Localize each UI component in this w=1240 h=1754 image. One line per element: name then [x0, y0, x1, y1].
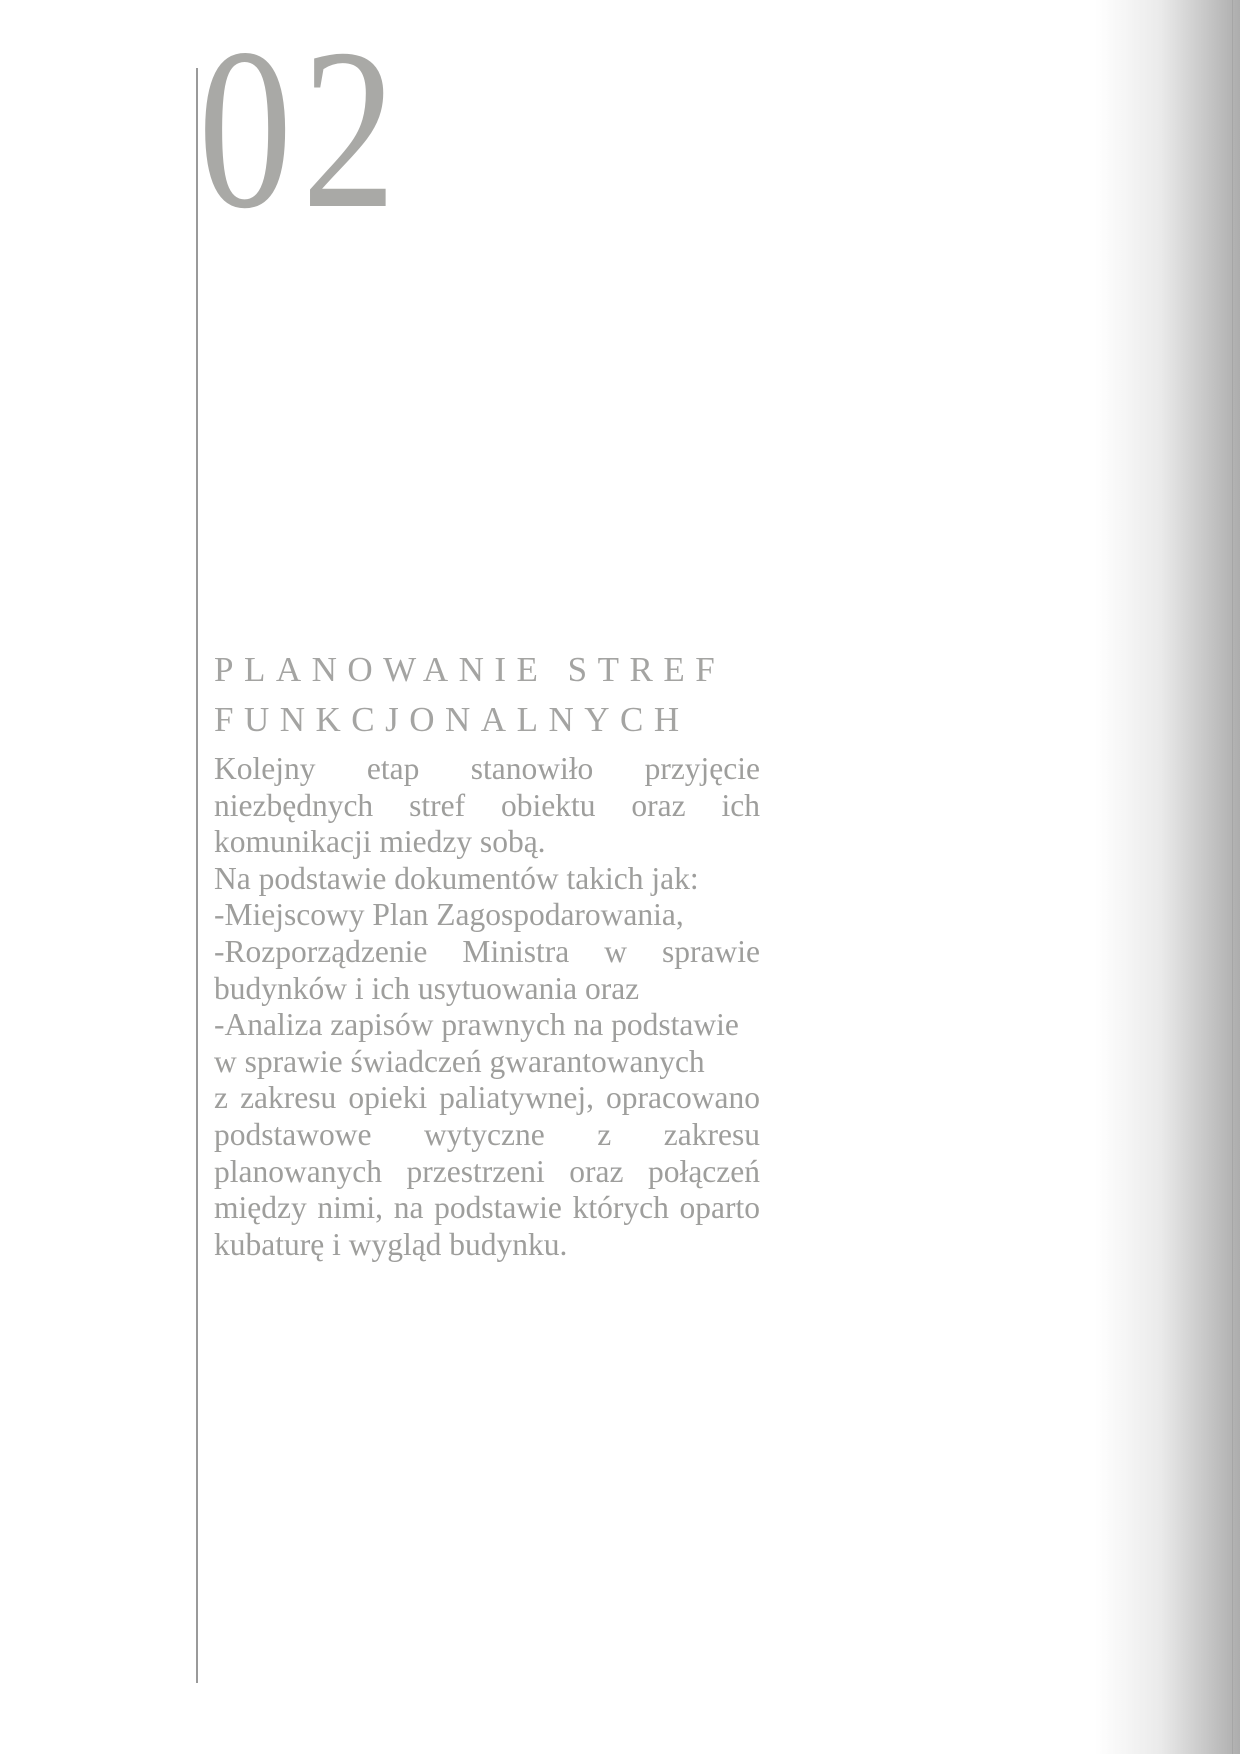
body-line: kubaturę i wygląd budynku.: [214, 1226, 568, 1262]
section-title-line-2: FUNKCJONALNYCH: [214, 700, 690, 739]
body-line: budynków i ich usytuowania oraz: [214, 970, 640, 1006]
body-paragraph: [214, 751, 760, 1263]
body-line: między nimi, na podstawie których oparto: [214, 1190, 760, 1226]
body-line: niezbędnych stref obiektu oraz ich: [214, 787, 760, 823]
chapter-number: 02: [198, 1, 406, 256]
page-edge-gradient: [1095, 0, 1240, 1754]
body-line: podstawowe wytyczne z zakresu: [214, 1116, 760, 1152]
body-line: z zakresu opieki paliatywnej, opracowano: [214, 1080, 760, 1116]
body-line: w sprawie świadczeń gwarantowanych: [214, 1043, 705, 1079]
left-vertical-rule: [196, 68, 198, 1683]
body-line: -Miejscowy Plan Zagospodarowania,: [214, 897, 684, 933]
section-title-line-1: PLANOWANIE STREF: [214, 650, 726, 689]
body-line: -Rozporządzenie Ministra w sprawie: [214, 933, 760, 969]
page-edge-highlight-line: [1232, 0, 1233, 1754]
body-line: planowanych przestrzeni oraz połączeń: [214, 1153, 760, 1189]
body-line: -Analiza zapisów prawnych na podstawie: [214, 1007, 739, 1043]
text-column: [214, 645, 760, 1263]
body-line: Kolejny etap stanowiło przyjęcie: [214, 751, 760, 786]
body-line: komunikacji miedzy sobą.: [214, 824, 546, 860]
body-line: Na podstawie dokumentów takich jak:: [214, 860, 699, 896]
